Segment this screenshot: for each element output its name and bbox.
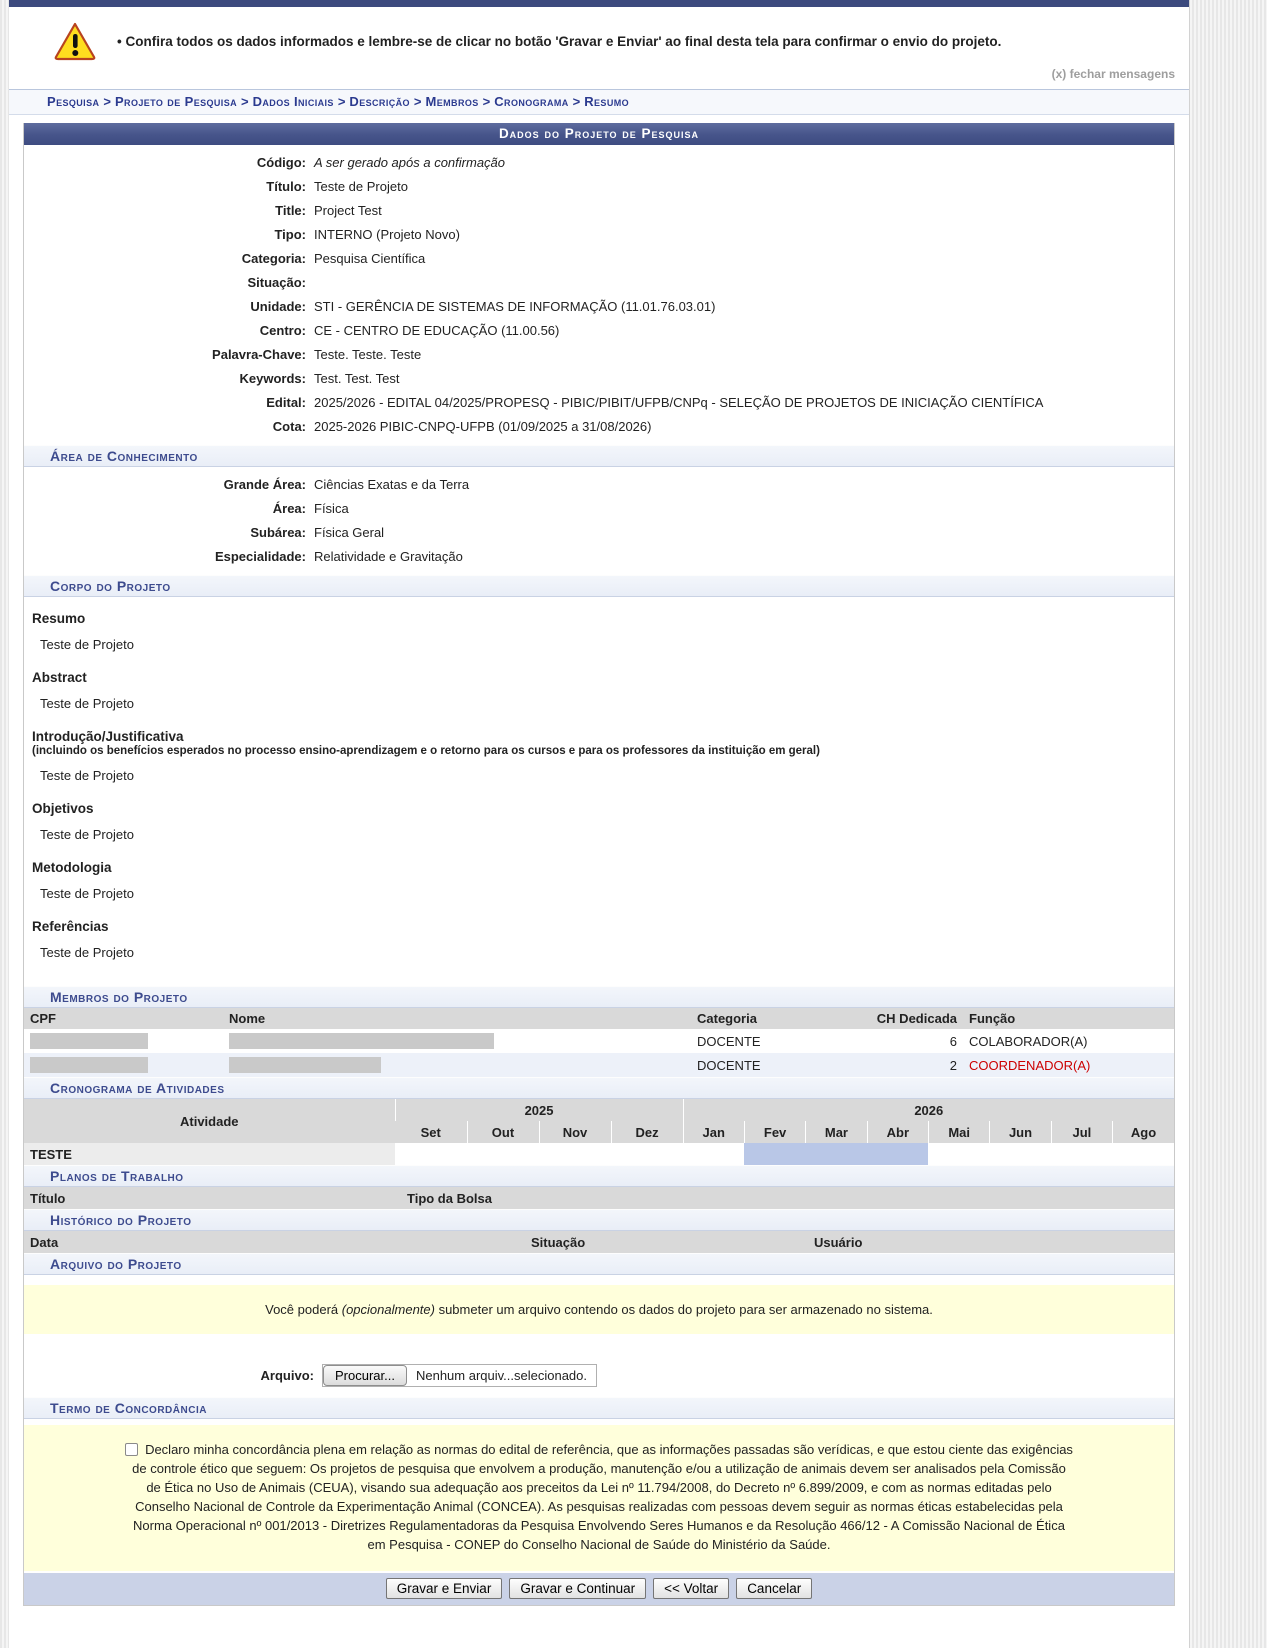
field-value: Teste de Projeto — [314, 178, 408, 194]
month-header-cell: Set — [395, 1121, 467, 1143]
knowledge-area-fields — [24, 467, 1174, 575]
body-section — [32, 919, 1166, 960]
schedule-month-cell — [539, 1143, 611, 1165]
member-role-cell: COLABORADOR(A) — [969, 1033, 1088, 1049]
section-title-members: Membros do Projeto — [24, 986, 1174, 1008]
breadcrumb-separator: > — [241, 94, 249, 109]
members-header-cell: Nome — [229, 1011, 266, 1026]
warning-icon — [53, 21, 97, 61]
breadcrumb-item[interactable]: Descrição — [349, 94, 410, 109]
breadcrumb — [9, 89, 1189, 115]
field-value: Ciências Exatas e da Terra — [314, 476, 470, 492]
field-label: Situação: — [247, 274, 306, 290]
schedule-table — [24, 1099, 1174, 1165]
close-messages-link[interactable]: (x) fechar mensagens — [1051, 67, 1175, 81]
terms-checkbox[interactable] — [125, 1443, 138, 1456]
body-section-heading: Abstract — [32, 670, 87, 685]
month-header-cell: Jul — [1051, 1121, 1112, 1143]
body-section-text: Teste de Projeto — [40, 886, 134, 901]
file-field-label: Arquivo: — [260, 1368, 314, 1383]
field-label: Código: — [256, 154, 306, 170]
members-header-cell: CH Dedicada — [876, 1011, 957, 1026]
schedule-month-cell — [990, 1143, 1051, 1165]
field-label: Título: — [266, 178, 306, 194]
back-button[interactable]: << Voltar — [653, 1578, 729, 1599]
field-value: INTERNO (Projeto Novo) — [314, 226, 460, 242]
work-plans-header-row — [24, 1187, 1174, 1209]
section-title-project-body: Corpo do Projeto — [24, 575, 1174, 597]
file-input[interactable] — [322, 1364, 597, 1387]
section-title-schedule: Cronograma de Atividades — [24, 1077, 1174, 1099]
month-header-cell: Jun — [990, 1121, 1051, 1143]
save-and-send-button[interactable]: Gravar e Enviar — [386, 1578, 503, 1599]
month-header-cell: Dez — [611, 1121, 683, 1143]
alert-message — [117, 34, 1001, 49]
members-header-cell: Categoria — [697, 1011, 757, 1026]
body-section-text: Teste de Projeto — [40, 827, 134, 842]
member-workload-cell: 2 — [949, 1057, 957, 1073]
file-upload-row — [24, 1364, 1174, 1387]
schedule-month-cell — [467, 1143, 539, 1165]
redacted-name — [229, 1057, 381, 1073]
breadcrumb-item[interactable]: Pesquisa — [47, 94, 100, 109]
breadcrumb-item[interactable]: Projeto de Pesquisa — [114, 94, 238, 109]
field-value: CE - CENTRO DE EDUCAÇÃO (11.00.56) — [314, 322, 560, 338]
body-section-text: Teste de Projeto — [40, 945, 134, 960]
breadcrumb-item[interactable]: Resumo — [584, 94, 630, 109]
field-value: 2025-2026 PIBIC-CNPQ-UFPB (01/09/2025 a 31/08/2026) — [314, 418, 652, 434]
section-title-terms: Termo de Concordância — [24, 1397, 1174, 1419]
month-header-cell: Jan — [683, 1121, 744, 1143]
terms-text: Declaro minha concordância plena em relação as normas do edital de referência, que as informações passadas são verídicas, e que estou ciente das exigências de controle ético que seguem: Os projetos de pesquisa que envolvem a produção, manutenção e/ou a utilização de animais devem ser analisados pela Comissão de Ética no Uso de Animais (CEUA), visando sua adequação aos preceitos da Lei nº 11.794/2008, do Decreto nº 6.899/2009, e com as normas editadas pelo Conselho Nacional de Controle da Experimentação Animal (CONCEA). As pesquisas realizadas com pessoas devem seguir as normas éticas estabelecidas pela Norma Operacional nº 001/2013 - Diretrizes Regulamentadoras da Pesquisa Envolvendo Seres Humanos e da Resolução 466/12 - A Comissão Nacional de Ética em Pesquisa - CONEP do Conselho Nacional de Saúde do Ministério da Saúde. — [132, 1442, 1073, 1552]
field-label: Especialidade: — [214, 548, 306, 564]
field-value: Física Geral — [314, 524, 385, 540]
breadcrumb-item[interactable]: Dados Iniciais — [252, 94, 334, 109]
field-value: STI - GERÊNCIA DE SISTEMAS DE INFORMAÇÃO (11.01.76.03.01) — [314, 298, 716, 314]
member-name-cell — [223, 1057, 691, 1073]
alert-banner — [9, 7, 1189, 63]
project-body-sections — [24, 597, 1174, 986]
body-section — [32, 611, 1166, 652]
field-value: 2025/2026 - EDITAL 04/2025/PROPESQ - PIBIC/PIBIT/UFPB/CNPq - SELEÇÃO DE PROJETOS DE INICIAÇÃO CIENTÍFICA — [314, 394, 1044, 410]
members-table — [24, 1008, 1174, 1077]
history-header-row — [24, 1231, 1174, 1253]
field-row — [24, 318, 1174, 342]
field-row — [24, 390, 1174, 414]
terms-content — [125, 1440, 1073, 1554]
field-value: Pesquisa Científica — [314, 250, 426, 266]
field-value: Relatividade e Gravitação — [314, 548, 463, 564]
field-row — [24, 174, 1174, 198]
body-section — [32, 801, 1166, 842]
body-section-text: Teste de Projeto — [40, 768, 134, 783]
field-label: Grande Área: — [223, 476, 306, 492]
body-section-heading: Objetivos — [32, 801, 94, 816]
browse-button[interactable]: Procurar... — [323, 1365, 407, 1386]
members-header-row — [24, 1008, 1174, 1029]
section-title-file: Arquivo do Projeto — [24, 1253, 1174, 1275]
redacted-cpf — [30, 1057, 148, 1073]
terms-box — [24, 1425, 1174, 1571]
breadcrumb-separator: > — [103, 94, 111, 109]
member-role-cell: COORDENADOR(A) — [969, 1057, 1091, 1073]
work-plans-header-cell: Tipo da Bolsa — [407, 1190, 492, 1206]
field-row — [24, 342, 1174, 366]
year-header-cell: 2026 — [683, 1099, 1174, 1121]
body-section-heading: Resumo — [32, 611, 86, 626]
month-header-cell: Nov — [539, 1121, 611, 1143]
schedule-activity-row — [24, 1143, 1174, 1165]
activity-cell: TESTE — [24, 1143, 395, 1165]
alert-message-text: Confira todos os dados informados e lembre-se de clicar no botão 'Gravar e Enviar' ao final desta tela para confirmar o envio do projeto. — [125, 33, 1002, 49]
alert-bullet: • — [117, 33, 122, 49]
member-category-cell: DOCENTE — [697, 1033, 761, 1049]
file-info-text: Você poderá — [265, 1302, 342, 1317]
member-category-cell: DOCENTE — [697, 1057, 761, 1073]
month-header-cell: Mai — [928, 1121, 989, 1143]
schedule-month-cell — [395, 1143, 467, 1165]
schedule-month-cell — [611, 1143, 683, 1165]
file-info-text-end: submeter um arquivo contendo os dados do projeto para ser armazenado no sistema. — [434, 1302, 933, 1317]
field-label: Subárea: — [250, 524, 306, 540]
redacted-cpf — [30, 1033, 148, 1049]
section-title-work-plans: Planos de Trabalho — [24, 1165, 1174, 1187]
member-name-cell — [223, 1033, 691, 1049]
save-and-continue-button[interactable]: Gravar e Continuar — [509, 1578, 646, 1599]
body-section — [32, 860, 1166, 901]
field-row — [24, 222, 1174, 246]
project-summary-panel — [23, 123, 1175, 1606]
members-header-cell: CPF — [30, 1011, 56, 1026]
field-row — [24, 520, 1174, 544]
member-workload-cell: 6 — [949, 1033, 957, 1049]
field-label: Keywords: — [239, 370, 306, 386]
page-content — [8, 0, 1190, 1648]
top-bar — [9, 0, 1189, 7]
panel-title: Dados do Projeto de Pesquisa — [24, 123, 1174, 145]
schedule-month-cell — [683, 1143, 744, 1165]
month-header-cell: Fev — [744, 1121, 805, 1143]
field-label: Title: — [275, 202, 306, 218]
cancel-button[interactable]: Cancelar — [736, 1578, 812, 1599]
member-cpf-cell — [24, 1033, 223, 1049]
history-header-cell: Situação — [531, 1234, 586, 1250]
year-header-cell: 2025 — [395, 1099, 683, 1121]
redacted-name — [229, 1033, 494, 1049]
field-label: Tipo: — [274, 226, 306, 242]
month-header-cell: Out — [467, 1121, 539, 1143]
section-title-history: Histórico do Projeto — [24, 1209, 1174, 1231]
project-fields — [24, 145, 1174, 445]
field-row — [24, 366, 1174, 390]
field-value: Project Test — [314, 202, 382, 218]
activity-header-cell: Atividade — [24, 1099, 395, 1143]
schedule-month-cell — [928, 1143, 989, 1165]
field-value: A ser gerado após a confirmação — [314, 154, 506, 170]
breadcrumb-separator: > — [337, 94, 346, 109]
field-row — [24, 270, 1174, 294]
body-section-text: Teste de Projeto — [40, 637, 134, 652]
section-title-knowledge-area: Área de Conhecimento — [24, 445, 1174, 467]
field-row — [24, 294, 1174, 318]
footer-action-bar — [24, 1573, 1174, 1605]
body-section — [32, 670, 1166, 711]
field-row — [24, 414, 1174, 438]
body-section-heading: Referências — [32, 919, 109, 934]
month-header-cell: Abr — [867, 1121, 928, 1143]
member-row — [24, 1053, 1174, 1077]
schedule-highlight-cell — [744, 1143, 805, 1165]
breadcrumb-separator: > — [572, 94, 581, 109]
file-name-text: Nenhum arquiv...selecionado. — [415, 1368, 587, 1383]
history-header-cell: Usuário — [814, 1234, 863, 1250]
field-label: Cota: — [272, 418, 306, 434]
field-label: Edital: — [266, 394, 306, 410]
field-row — [24, 472, 1174, 496]
field-label: Categoria: — [241, 250, 306, 266]
breadcrumb-item[interactable]: Membros — [425, 94, 479, 109]
field-label: Palavra-Chave: — [212, 346, 306, 362]
breadcrumb-separator: > — [413, 94, 422, 109]
history-header-cell: Data — [30, 1234, 59, 1250]
schedule-highlight-cell — [867, 1143, 928, 1165]
schedule-year-row — [24, 1099, 1174, 1121]
field-value: Test. Test. Test — [314, 370, 400, 386]
schedule-highlight-cell — [806, 1143, 867, 1165]
field-row — [24, 246, 1174, 270]
month-header-cell: Ago — [1113, 1121, 1174, 1143]
breadcrumb-item[interactable]: Cronograma — [494, 94, 569, 109]
body-section-heading: Metodologia — [32, 860, 112, 875]
file-info-optional: (opcionalmente) — [341, 1302, 435, 1317]
body-section-text: Teste de Projeto — [40, 696, 134, 711]
field-label: Unidade: — [250, 298, 306, 314]
body-section — [32, 729, 1166, 783]
field-row — [24, 150, 1174, 174]
schedule-month-cell — [1113, 1143, 1174, 1165]
field-value: Teste. Teste. Teste — [314, 346, 422, 362]
body-section-heading: Introdução/Justificativa — [32, 729, 184, 744]
members-header-cell: Função — [969, 1011, 1016, 1026]
file-info-box — [24, 1285, 1174, 1334]
body-section-note: (incluindo os benefícios esperados no processo ensino-aprendizagem e o retorno para os cursos e para os professores da instituição em geral) — [32, 745, 820, 757]
member-cpf-cell — [24, 1057, 223, 1073]
member-row — [24, 1029, 1174, 1053]
field-row — [24, 198, 1174, 222]
breadcrumb-separator: > — [482, 94, 491, 109]
field-row — [24, 496, 1174, 520]
field-label: Centro: — [259, 322, 306, 338]
work-plans-header-cell: Título — [30, 1190, 66, 1206]
schedule-month-cell — [1051, 1143, 1112, 1165]
field-label: Área: — [272, 500, 306, 516]
field-row — [24, 544, 1174, 568]
field-value: Física — [314, 500, 349, 516]
month-header-cell: Mar — [806, 1121, 867, 1143]
